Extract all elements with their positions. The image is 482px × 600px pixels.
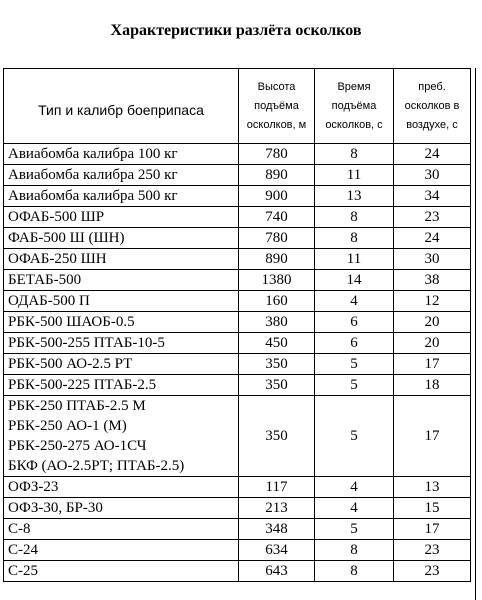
cell-time: 11 xyxy=(315,165,394,186)
column-header-stay: преб. осколков в воздухе, с xyxy=(394,69,471,144)
cell-time: 5 xyxy=(315,519,394,540)
table-row xyxy=(4,354,471,375)
cell-time: 4 xyxy=(315,477,394,498)
fragment-dispersion-table xyxy=(3,68,471,582)
cell-type: РБК-250 АО-1 (М) xyxy=(4,416,239,436)
cell-type: Авиабомба калибра 500 кг xyxy=(4,186,239,207)
table-row xyxy=(4,291,471,312)
column-header-type: Тип и калибр боеприпаса xyxy=(4,69,239,144)
column-header-time: Время подъёма осколков, с xyxy=(315,69,394,144)
cell-type: ОФЗ-30, БР-30 xyxy=(4,498,239,519)
cell-time: 6 xyxy=(315,333,394,354)
column-header-height: Высота подъёма осколков, м xyxy=(239,69,315,144)
cell-height: 350 xyxy=(239,396,315,477)
cell-stay: 18 xyxy=(394,375,471,396)
cell-time: 8 xyxy=(315,207,394,228)
cell-time: 5 xyxy=(315,396,394,477)
cell-type: ОФАБ-500 ШР xyxy=(4,207,239,228)
cell-stay: 20 xyxy=(394,333,471,354)
table-row xyxy=(4,477,471,498)
cell-stay: 24 xyxy=(394,228,471,249)
cell-height: 634 xyxy=(239,540,315,561)
cell-stay: 17 xyxy=(394,354,471,375)
cell-type: Авиабомба калибра 250 кг xyxy=(4,165,239,186)
cell-height: 890 xyxy=(239,165,315,186)
header-row xyxy=(4,69,471,144)
table-row xyxy=(4,375,471,396)
cell-height: 160 xyxy=(239,291,315,312)
table-row xyxy=(4,561,471,582)
cell-type: ФАБ-500 Ш (ШН) xyxy=(4,228,239,249)
cell-height: 350 xyxy=(239,354,315,375)
cell-stay: 17 xyxy=(394,396,471,477)
cell-time: 13 xyxy=(315,186,394,207)
cell-type: РБК-250-275 АО-1СЧ xyxy=(4,436,239,456)
cell-stay: 23 xyxy=(394,540,471,561)
cell-type: ОФЗ-23 xyxy=(4,477,239,498)
cell-height: 380 xyxy=(239,312,315,333)
cell-type: РБК-500-225 ПТАБ-2.5 xyxy=(4,375,239,396)
table-row xyxy=(4,498,471,519)
cell-stay: 17 xyxy=(394,519,471,540)
cell-height: 117 xyxy=(239,477,315,498)
cell-height: 348 xyxy=(239,519,315,540)
cell-height: 350 xyxy=(239,375,315,396)
table-row xyxy=(4,312,471,333)
cell-height: 450 xyxy=(239,333,315,354)
cell-type: БКФ (АО-2.5РТ; ПТАБ-2.5) xyxy=(4,456,239,477)
cell-type: РБК-250 ПТАБ-2.5 М xyxy=(4,396,239,417)
cell-time: 8 xyxy=(315,144,394,165)
cell-time: 4 xyxy=(315,498,394,519)
cell-time: 14 xyxy=(315,270,394,291)
cell-stay: 12 xyxy=(394,291,471,312)
cell-time: 6 xyxy=(315,312,394,333)
table-row xyxy=(4,519,471,540)
cell-type: РБК-500-255 ПТАБ-10-5 xyxy=(4,333,239,354)
cell-type: С-8 xyxy=(4,519,239,540)
cell-height: 1380 xyxy=(239,270,315,291)
cell-stay: 23 xyxy=(394,207,471,228)
cell-time: 5 xyxy=(315,354,394,375)
table-row-group xyxy=(4,396,471,417)
cell-height: 780 xyxy=(239,228,315,249)
cell-time: 4 xyxy=(315,291,394,312)
table-row xyxy=(4,144,471,165)
cell-stay: 15 xyxy=(394,498,471,519)
table-row xyxy=(4,249,471,270)
cell-height: 643 xyxy=(239,561,315,582)
table-row xyxy=(4,207,471,228)
cell-stay: 23 xyxy=(394,561,471,582)
cell-height: 890 xyxy=(239,249,315,270)
adjacent-table-edge xyxy=(475,68,482,600)
cell-type: РБК-500 АО-2.5 РТ xyxy=(4,354,239,375)
cell-type: С-24 xyxy=(4,540,239,561)
cell-height: 780 xyxy=(239,144,315,165)
cell-time: 8 xyxy=(315,540,394,561)
cell-type: Авиабомба калибра 100 кг xyxy=(4,144,239,165)
table-row xyxy=(4,540,471,561)
cell-stay: 30 xyxy=(394,165,471,186)
cell-type: ОФАБ-250 ШН xyxy=(4,249,239,270)
table-row xyxy=(4,186,471,207)
cell-type: РБК-500 ШАОБ-0.5 xyxy=(4,312,239,333)
cell-height: 213 xyxy=(239,498,315,519)
table-row xyxy=(4,228,471,249)
cell-stay: 24 xyxy=(394,144,471,165)
cell-time: 8 xyxy=(315,561,394,582)
cell-type: БЕТАБ-500 xyxy=(4,270,239,291)
cell-time: 5 xyxy=(315,375,394,396)
cell-stay: 34 xyxy=(394,186,471,207)
document-title: Характеристики разлёта осколков xyxy=(110,22,362,39)
cell-stay: 13 xyxy=(394,477,471,498)
cell-stay: 38 xyxy=(394,270,471,291)
cell-height: 740 xyxy=(239,207,315,228)
cell-time: 11 xyxy=(315,249,394,270)
cell-height: 900 xyxy=(239,186,315,207)
cell-time: 8 xyxy=(315,228,394,249)
cell-type: С-25 xyxy=(4,561,239,582)
table-row xyxy=(4,270,471,291)
cell-type: ОДАБ-500 П xyxy=(4,291,239,312)
cell-stay: 20 xyxy=(394,312,471,333)
cell-stay: 30 xyxy=(394,249,471,270)
table-row xyxy=(4,165,471,186)
table-row xyxy=(4,333,471,354)
